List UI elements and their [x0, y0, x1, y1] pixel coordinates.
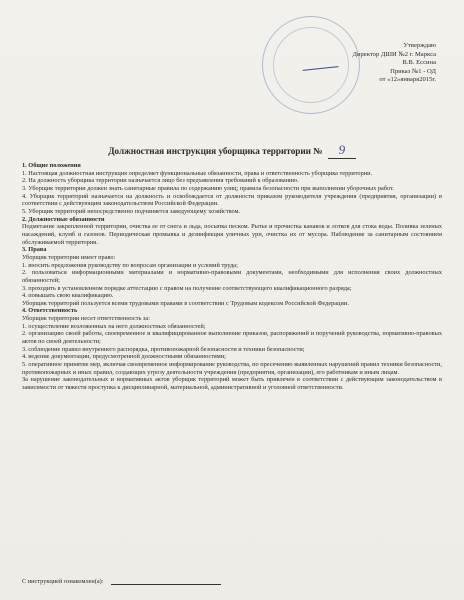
paragraph: 4. ведение документации, предусмотренной должностными обязанностями; [22, 353, 226, 361]
section-heading: 4. Ответственность [22, 307, 78, 315]
section-heading: 1. Общие положения [22, 162, 81, 169]
paragraph: 1. осуществление возложенных на него должностных обязанностей; [22, 322, 206, 330]
approval-block [256, 42, 436, 85]
approval-line: Утверждаю [403, 42, 436, 49]
document-title [0, 142, 464, 159]
paragraph: 2. пользоваться информационными материалами и нормативно-правовыми документами, необходимыми для исполнения своих должностных обязанностей; [22, 269, 442, 284]
document-body [22, 162, 442, 392]
paragraph: 3. Уборщик территории должен знать санитарные правила по содержанию улиц; правила безопасности при выполнении уборочных работ. [22, 184, 394, 192]
paragraph: 3. проходить в установленном порядке аттестацию с правом на получение соответствующего квалификационного разряда; [22, 284, 352, 292]
paragraph: Подметание закрепленной территории, очистка ее от снега и льда, посыпка песком. Рытье и прочистка канавок и лотков для стока воды. Поливка зеленых насаждений, клумб и газонов. Периодическая промывка и дезинфекция уличных урн, очистка их от мусора. Наблюдение за санитарным состоянием обслуживаемой территории. [22, 223, 442, 246]
paragraph: 3. соблюдение правил внутреннего распорядка, противопожарной безопасности и техники безопасности; [22, 345, 305, 353]
paragraph: 5. оперативное принятие мер, включая своевременное информирование руководства, по пресечению выявленных нарушений правил техники безопасности, противопожарных и иных правил, создающих угрозу деятельности учреждения (предприятия, организации), его работникам и иным лицам. [22, 361, 442, 376]
title-text: Должностная инструкция уборщика территории № [108, 146, 323, 156]
paragraph: Уборщик территории несет ответственность за: [22, 315, 150, 323]
paragraph: 2. организацию своей работы, своевременное и квалифицированное выполнение приказов, распоряжений и поручений руководства, нормативно-правовых актов по своей деятельности; [22, 330, 442, 346]
paragraph: 1. вносить предложения руководству по вопросам организации и условий труда; [22, 261, 238, 269]
acknowledgement [22, 578, 221, 585]
paragraph: 2. На должность уборщика территории назначается лицо без предъявления требований к образованию. [22, 177, 299, 185]
paragraph: 4. Уборщик территорий назначается на должность и освобождается от должности приказом руководителя учреждения (предприятия, организации) в соответствии с действующим законодательством Российской Федерации. [22, 192, 442, 208]
approval-line: Приказ №1 - ОД [390, 67, 436, 75]
signature-line [111, 584, 221, 585]
approval-line: от «12»января2015г. [379, 76, 436, 84]
paragraph: Уборщик территорий пользуется всеми трудовыми правами в соответствии с Трудовым кодексом Российской Федерации. [22, 299, 349, 307]
approval-line: Директор ДШИ №2 г. Маркса [352, 50, 436, 58]
paragraph: 4. повышать свою квалификацию. [22, 292, 114, 300]
paragraph: За нарушение законодательных и нормативных актов уборщик территорий может быть привлечен в соответствии с действующим законодательством в зависимости от тяжести проступка к дисциплинарной, материальной, административной и уголовной ответственности. [22, 376, 442, 392]
acknowledgement-label: С инструкцией ознакомлен(а): [22, 578, 104, 585]
paragraph: 1. Настоящая должностная инструкция определяет функциональные обязанности, права и ответственность уборщика территории. [22, 169, 373, 177]
paragraph: 5. Уборщик территорий непосредственно подчиняется заведующему хозяйством. [22, 207, 241, 215]
section-heading: 3. Права [22, 246, 47, 254]
paragraph: Уборщик территории имеет право: [22, 253, 116, 261]
approval-line: В.В. Ессина [402, 59, 436, 67]
section-heading: 2. Должностные обязанности [22, 215, 105, 223]
instruction-number: 9 [328, 142, 356, 159]
